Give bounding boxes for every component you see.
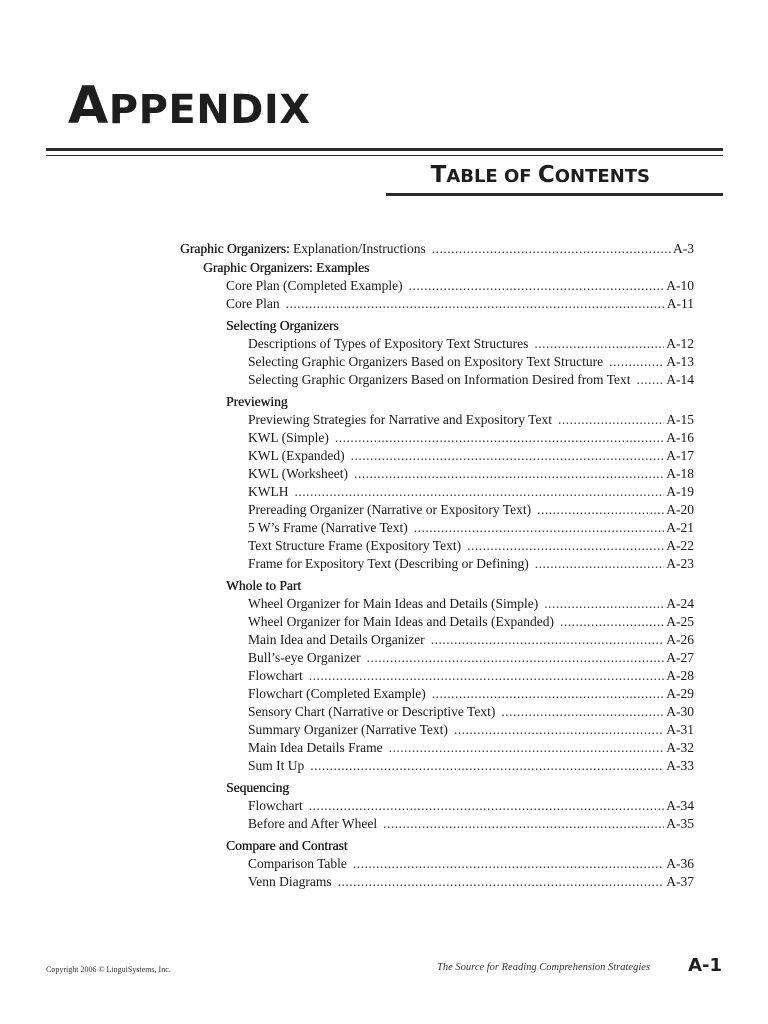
copyright-notice: Copyright 2006 © LinguiSystems, Inc.	[46, 965, 171, 974]
dot-leader	[454, 721, 664, 738]
dot-leader	[414, 519, 664, 536]
toc-entry[interactable]	[248, 797, 694, 814]
toc-entry-label: Summary Organizer (Narrative Text)	[248, 722, 448, 737]
toc-entry-page: A-29	[666, 686, 694, 701]
toc-entry[interactable]	[248, 335, 694, 352]
toc-entry-page: A-10	[666, 278, 694, 293]
toc-entry[interactable]	[248, 649, 694, 666]
toc-entry-page: A-24	[666, 596, 694, 611]
toc-entry-label: Selecting Graphic Organizers Based on Information Desired from Text	[248, 372, 631, 387]
dot-leader	[310, 757, 664, 774]
toc-entry-page: A-13	[666, 354, 694, 369]
toc-entry-page: A-22	[666, 538, 694, 553]
toc-entry[interactable]	[226, 277, 694, 294]
toc-entry-label: Sum It Up	[248, 758, 305, 773]
toc-entry-page: A-19	[666, 484, 694, 499]
toc-entry-label: Sensory Chart (Narrative or Descriptive Text)	[248, 704, 496, 719]
dot-leader	[389, 739, 665, 756]
toc-entry-label: Flowchart	[248, 798, 303, 813]
toc-entry[interactable]	[248, 613, 694, 630]
toc-entry-page: A-23	[666, 556, 694, 571]
toc-entry[interactable]	[248, 465, 694, 482]
dot-leader	[501, 703, 664, 720]
toc-entry-label: Text Structure Frame (Expository Text)	[248, 538, 462, 553]
toc-entry-page: A-37	[666, 874, 694, 889]
toc-heading-examples: Graphic Organizers: Examples	[203, 260, 370, 275]
toc-entry[interactable]	[248, 703, 694, 720]
toc-entry-page: A-3	[673, 241, 694, 256]
toc-section-heading: Previewing	[226, 394, 288, 409]
toc-entry-bold-label: Graphic Organizers:	[180, 241, 290, 256]
toc-entry-label: Venn Diagrams	[248, 874, 332, 889]
toc-entry[interactable]	[248, 429, 694, 446]
toc-entry-page: A-30	[666, 704, 694, 719]
toc-section-heading: Sequencing	[226, 780, 289, 795]
toc-section-heading: Compare and Contrast	[226, 838, 348, 853]
toc-entry[interactable]	[248, 371, 694, 388]
toc-entry-page: A-25	[666, 614, 694, 629]
toc-entry-label: Prereading Organizer (Narrative or Expository Text)	[248, 502, 532, 517]
toc-entry[interactable]	[248, 685, 694, 702]
dot-leader	[409, 277, 665, 294]
toc-entry-intro[interactable]	[180, 240, 694, 257]
dot-leader	[286, 295, 665, 312]
toc-entry-label: Previewing Strategies for Narrative and Expository Text	[248, 412, 552, 427]
dot-leader	[537, 501, 664, 518]
dot-leader	[309, 797, 665, 814]
toc-entry-page: A-31	[666, 722, 694, 737]
toc-entry-label: Wheel Organizer for Main Ideas and Details (Simple)	[248, 596, 539, 611]
dot-leader	[335, 429, 664, 446]
toc-entry-page: A-26	[666, 632, 694, 647]
toc-entry-page: A-20	[666, 502, 694, 517]
book-title: The Source for Reading Comprehension Strategies	[437, 962, 650, 973]
toc-entry[interactable]	[248, 757, 694, 774]
page-title-rest: PPENDIX	[108, 87, 311, 133]
subtitle-part-2: ONTENTS	[554, 166, 650, 187]
toc-entry-page: A-32	[666, 740, 694, 755]
toc-entry-page: A-18	[666, 466, 694, 481]
dot-leader	[367, 649, 665, 666]
toc-entry-label: Core Plan (Completed Example)	[226, 278, 403, 293]
toc-entry[interactable]	[248, 483, 694, 500]
toc-entry-page: A-36	[666, 856, 694, 871]
toc-entry[interactable]	[248, 447, 694, 464]
toc-entry[interactable]	[248, 501, 694, 518]
toc-entry-page: A-28	[666, 668, 694, 683]
toc-entry-text: Explanation/Instructions	[289, 241, 426, 256]
dot-leader	[535, 555, 665, 572]
toc-entry-page: A-35	[666, 816, 694, 831]
dot-leader	[309, 667, 665, 684]
dot-leader	[354, 465, 664, 482]
toc-entry-label: Descriptions of Types of Expository Text Structures	[248, 336, 529, 351]
toc-entry-page: A-27	[666, 650, 694, 665]
toc-entry[interactable]	[248, 595, 694, 612]
page-title-initial: A	[68, 76, 109, 136]
toc-entry-label: KWL (Expanded)	[248, 448, 345, 463]
toc-entry[interactable]	[248, 815, 694, 832]
dot-leader	[609, 353, 664, 370]
toc-entry[interactable]	[226, 295, 694, 312]
toc-entry-page: A-11	[666, 296, 694, 311]
toc-entry[interactable]	[248, 873, 694, 890]
toc-entry-label	[180, 240, 426, 257]
dot-leader	[431, 631, 665, 648]
toc-entry[interactable]	[248, 537, 694, 554]
toc-section-heading: Whole to Part	[226, 578, 301, 593]
dot-leader	[544, 595, 664, 612]
toc-entry[interactable]	[248, 411, 694, 428]
toc-section-heading: Selecting Organizers	[226, 318, 339, 333]
toc-entry-label: KWLH	[248, 484, 289, 499]
toc-entry-label: 5 W’s Frame (Narrative Text)	[248, 520, 408, 535]
toc-entry[interactable]	[248, 519, 694, 536]
dot-leader	[558, 411, 664, 428]
toc-entry-page: A-34	[666, 798, 694, 813]
toc-entry-page: A-14	[666, 372, 694, 387]
page-number: A-1	[688, 955, 722, 976]
toc-entry-label: Frame for Expository Text (Describing or Defining)	[248, 556, 529, 571]
toc-entry-page: A-15	[666, 412, 694, 427]
subtitle-part-1: ABLE OF	[446, 166, 538, 187]
dot-leader	[383, 815, 664, 832]
dot-leader	[560, 613, 664, 630]
dot-leader	[432, 240, 671, 257]
toc-entry-label: Selecting Graphic Organizers Based on Expository Text Structure	[248, 354, 604, 369]
toc-entry-page: A-33	[666, 758, 694, 773]
dot-leader	[467, 537, 664, 554]
dot-leader	[338, 873, 665, 890]
subtitle-cap-c: C	[537, 162, 555, 188]
toc-entry-label: Bull’s-eye Organizer	[248, 650, 361, 665]
toc-entry-label: Main Idea and Details Organizer	[248, 632, 425, 647]
subtitle-cap-t: T	[430, 162, 447, 188]
toc-entry-label: Flowchart	[248, 668, 303, 683]
toc-entry-label: Wheel Organizer for Main Ideas and Details (Expanded)	[248, 614, 554, 629]
toc-entry[interactable]	[248, 855, 694, 872]
toc-entry-label: KWL (Simple)	[248, 430, 329, 445]
toc-entry[interactable]	[248, 721, 694, 738]
toc-entry-page: A-12	[666, 336, 694, 351]
toc-entry[interactable]	[248, 667, 694, 684]
toc-entry[interactable]	[248, 353, 694, 370]
dot-leader	[351, 447, 665, 464]
toc-entry-label: Before and After Wheel	[248, 816, 378, 831]
toc-entry-label: Comparison Table	[248, 856, 347, 871]
dot-leader	[534, 335, 664, 352]
toc-entry-page: A-16	[666, 430, 694, 445]
toc-entry[interactable]	[248, 739, 694, 756]
dot-leader	[353, 855, 664, 872]
dot-leader	[432, 685, 665, 702]
toc-entry[interactable]	[248, 631, 694, 648]
toc-entry-label: KWL (Worksheet)	[248, 466, 348, 481]
toc-entry-page: A-17	[666, 448, 694, 463]
dot-leader	[295, 483, 665, 500]
dot-leader	[636, 371, 664, 388]
toc-entry[interactable]	[248, 555, 694, 572]
toc-entry-label: Core Plan	[226, 296, 280, 311]
toc-entry-page: A-21	[666, 520, 694, 535]
toc-entry-label: Flowchart (Completed Example)	[248, 686, 426, 701]
toc-entry-label: Main Idea Details Frame	[248, 740, 383, 755]
